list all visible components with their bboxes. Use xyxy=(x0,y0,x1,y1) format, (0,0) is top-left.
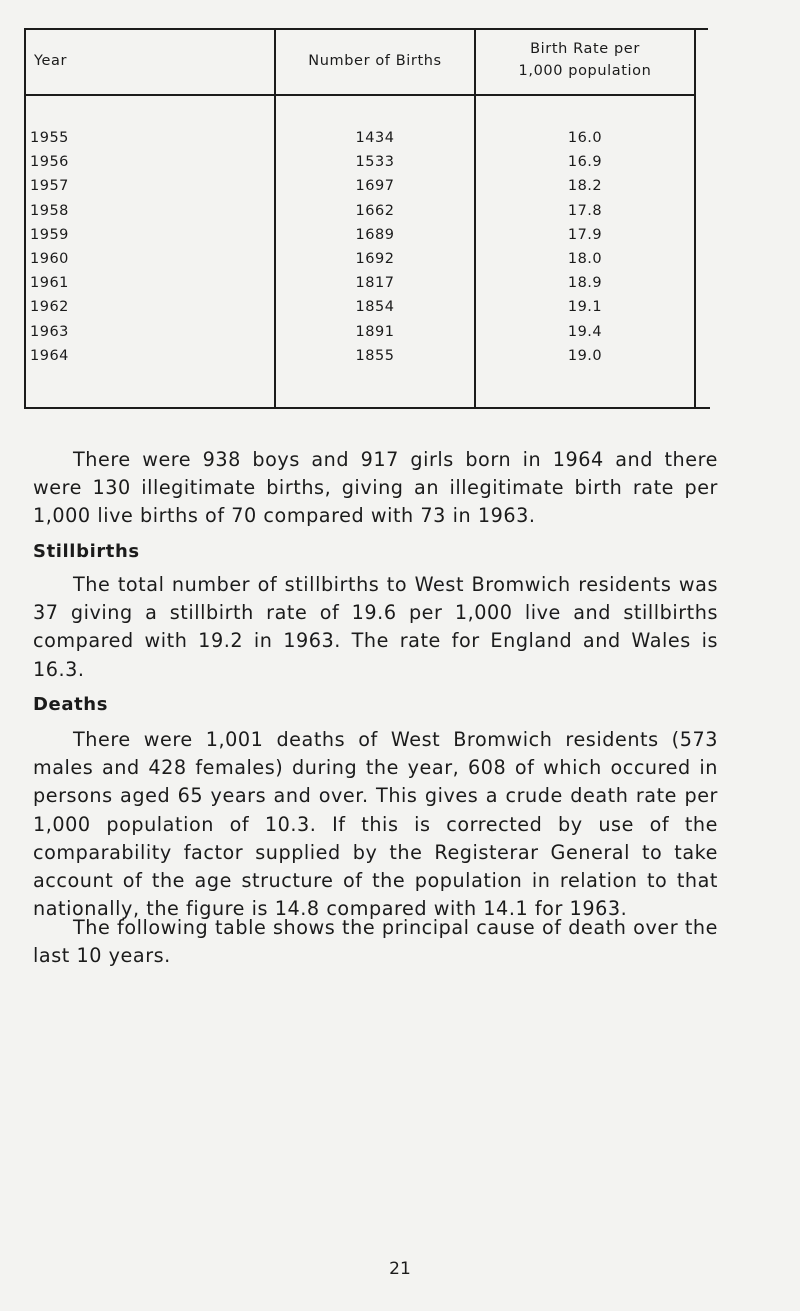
cell-rate: 18.9 xyxy=(567,275,603,292)
paragraph-births: There were 938 boys and 917 girls born in 1964 and there were 130 illegitimate births, giving an illegitimate birth rate per 1,000 live births of 70 compared with 73 in 1963. xyxy=(33,448,718,528)
cell-rate: 16.0 xyxy=(567,130,603,146)
heading-stillbirths: Stillbirths xyxy=(33,541,140,562)
cell-year: 1960 xyxy=(30,251,69,267)
cell-year: 1958 xyxy=(30,202,69,219)
paragraph-stillbirths: The total number of stillbirths to West Bromwich residents was 37 giving a stillbirth rate of 19.6 per 1,000 live and stillbirths compared with 19.2 in 1963. The rate for England and Wales is 16.3. xyxy=(33,573,718,681)
cell-year: 1957 xyxy=(30,178,69,195)
cell-year: 1964 xyxy=(30,347,69,364)
births-table xyxy=(24,28,710,409)
header-births: Number of Births xyxy=(308,53,442,69)
header-year: Year xyxy=(34,53,68,69)
cell-year: 1955 xyxy=(30,130,69,146)
cell-rate: 19.0 xyxy=(567,347,603,364)
body-text-4 xyxy=(33,914,718,970)
cell-births: 1689 xyxy=(355,226,395,243)
paragraph-deaths: There were 1,001 deaths of West Bromwich residents (573 males and 428 females) during the year, 608 of which occured in persons aged 65 years and over. This gives a crude death rate per 1,000 population of 10.3. If this is corrected by use of the comparability factor supplied by the Registerar General to take account of the age structure of the population in relation to that nationally, the figure is 14.8 compared with 14.1 for 1963. xyxy=(33,728,718,921)
cell-year: 1959 xyxy=(30,226,69,243)
cell-births: 1692 xyxy=(355,251,395,267)
cell-rate: 18.0 xyxy=(567,251,603,267)
cell-births: 1697 xyxy=(355,178,395,195)
cell-rate: 17.9 xyxy=(567,226,603,243)
table-left-border xyxy=(24,28,26,409)
body-text-2 xyxy=(33,571,718,684)
page-number: 21 xyxy=(389,1259,411,1279)
cell-births: 1434 xyxy=(355,130,395,146)
header-rate xyxy=(476,38,694,82)
cell-year: 1956 xyxy=(30,154,69,171)
table-right-border xyxy=(694,28,696,409)
cell-rate: 18.2 xyxy=(567,178,603,195)
paragraph-table-intro: The following table shows the principal cause of death over the last 10 years. xyxy=(33,916,718,968)
cell-rate: 19.4 xyxy=(567,323,603,340)
cell-rate: 17.8 xyxy=(567,202,603,219)
table-top-rule xyxy=(24,28,708,30)
body-text-1 xyxy=(33,446,718,531)
cell-births: 1662 xyxy=(355,202,395,219)
body-text-3 xyxy=(33,726,718,923)
table-bottom-rule xyxy=(24,407,710,409)
cell-rate: 19.1 xyxy=(567,299,603,316)
table-header-rule xyxy=(24,94,696,96)
cell-births: 1854 xyxy=(355,299,395,316)
cell-year: 1962 xyxy=(30,299,69,316)
cell-rate: 16.9 xyxy=(567,154,603,171)
cell-births: 1533 xyxy=(355,154,395,171)
cell-births: 1855 xyxy=(355,347,395,364)
header-rate-line2: 1,000 population xyxy=(518,63,652,79)
header-rate-line1: Birth Rate per xyxy=(530,41,640,57)
cell-births: 1817 xyxy=(355,275,395,292)
heading-deaths: Deaths xyxy=(33,694,109,715)
cell-year: 1961 xyxy=(30,275,69,292)
cell-births: 1891 xyxy=(355,323,395,340)
cell-year: 1963 xyxy=(30,323,69,340)
